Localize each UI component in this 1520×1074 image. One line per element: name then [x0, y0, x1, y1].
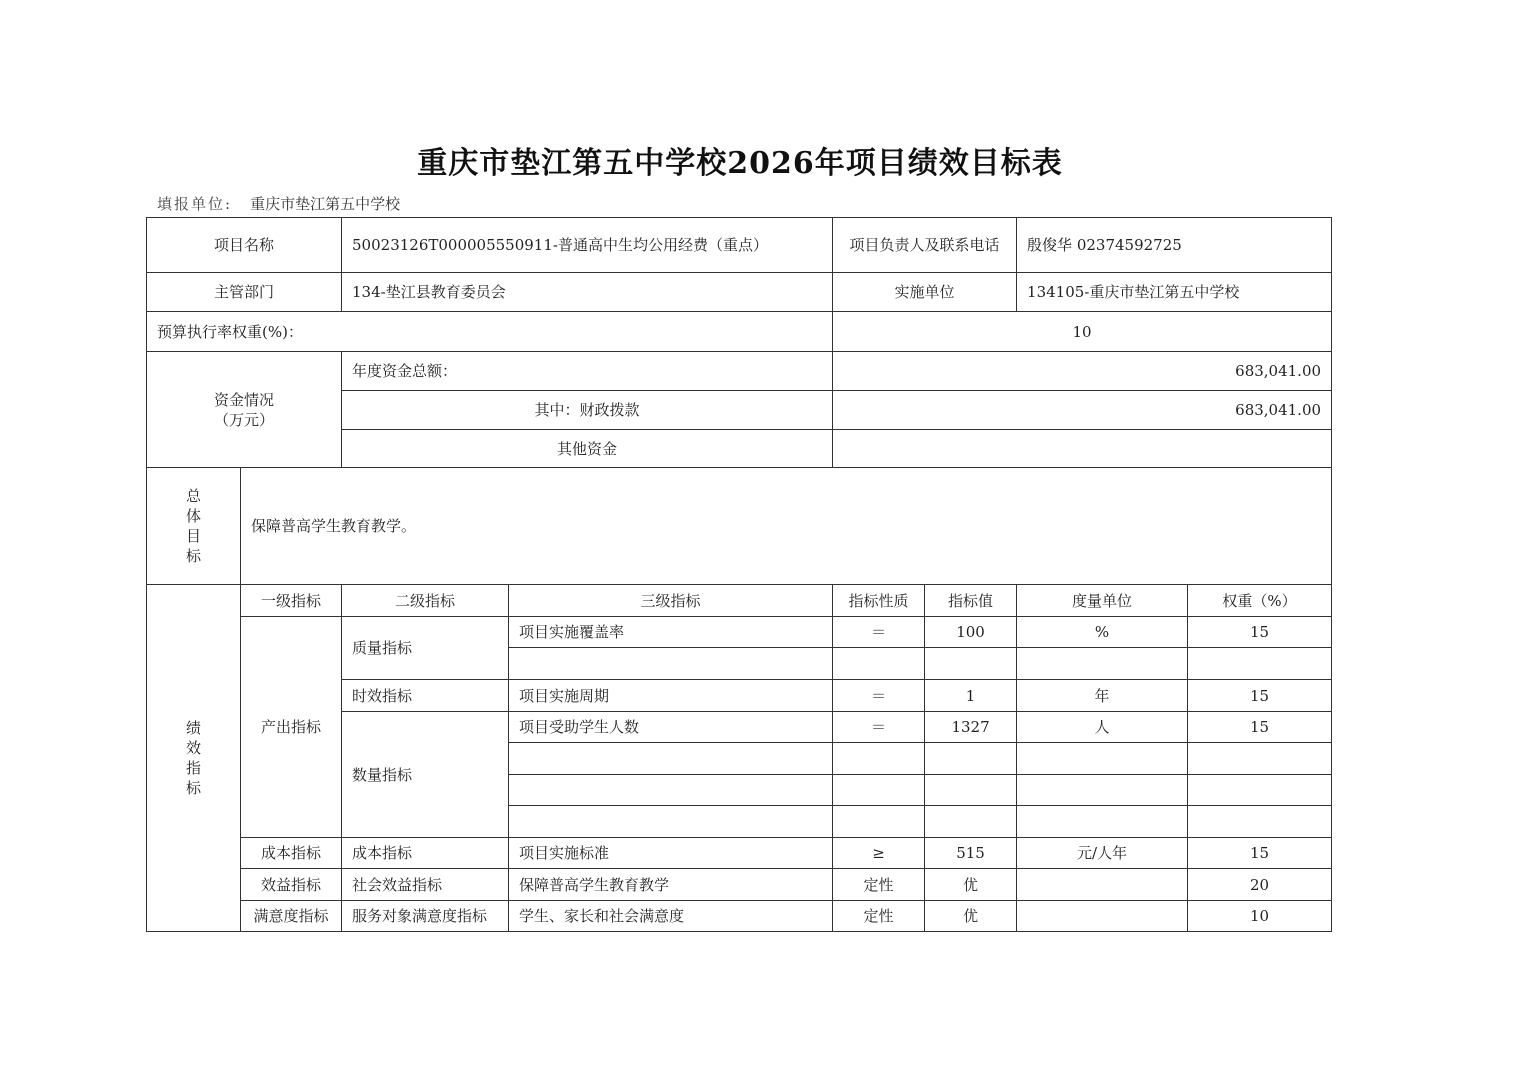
indicator-unit: %	[1017, 617, 1188, 648]
funds-label	[147, 352, 342, 468]
report-unit-label: 填报单位:	[157, 195, 233, 213]
dept-row	[147, 273, 1332, 312]
level2-service: 服务对象满意度指标	[342, 901, 509, 932]
indicator-weight: 15	[1188, 617, 1332, 648]
level1-cost: 成本指标	[241, 838, 342, 869]
overall-goal-text: 保障普高学生教育教学。	[241, 468, 1332, 585]
indicator-nature: 定性	[833, 869, 925, 901]
indicator-weight: 20	[1188, 869, 1332, 901]
indicator-unit: 年	[1017, 680, 1188, 712]
overall-goal-label	[147, 468, 241, 585]
funds-label-line2: （万元）	[214, 410, 275, 429]
indicator-unit	[1017, 869, 1188, 901]
impl-value: 134105-重庆市垫江第五中学校	[1017, 273, 1332, 312]
header-nature: 指标性质	[833, 585, 925, 617]
header-weight: 权重（%）	[1188, 585, 1332, 617]
indicator-value: 1327	[925, 712, 1017, 743]
indicator-weight: 10	[1188, 901, 1332, 932]
overall-goal-char: 目	[185, 527, 201, 545]
perf-char: 效	[185, 739, 201, 757]
project-name-label: 项目名称	[147, 218, 342, 273]
header-value: 指标值	[925, 585, 1017, 617]
indicator-name: 项目实施周期	[509, 680, 833, 712]
report-unit	[157, 193, 400, 214]
other-funds-value	[833, 430, 1332, 468]
level2-quality: 质量指标	[342, 617, 509, 680]
perf-char: 绩	[185, 719, 201, 737]
indicator-weight: 15	[1188, 838, 1332, 869]
indicator-name: 项目实施覆盖率	[509, 617, 833, 648]
overall-goal-char: 体	[185, 507, 201, 525]
indicator-name: 保障普高学生教育教学	[509, 869, 833, 901]
overall-goal-char: 总	[185, 487, 201, 505]
dept-value: 134-垫江县教育委员会	[342, 273, 833, 312]
report-unit-value: 重庆市垫江第五中学校	[250, 195, 401, 213]
table-row	[147, 617, 1332, 648]
budget-weight-value: 10	[833, 312, 1332, 352]
fiscal-label: 其中：财政拨款	[342, 391, 833, 430]
level1-satisfaction: 满意度指标	[241, 901, 342, 932]
indicator-nature: 定性	[833, 901, 925, 932]
level1-benefit: 效益指标	[241, 869, 342, 901]
indicator-value: 515	[925, 838, 1017, 869]
indicator-weight: 15	[1188, 712, 1332, 743]
annual-total-label: 年度资金总额：	[342, 352, 833, 391]
fiscal-value: 683,041.00	[833, 391, 1332, 430]
project-name-value: 50023126T000005550911-普通高中生均公用经费（重点）	[342, 218, 833, 273]
perf-char: 标	[185, 779, 201, 797]
header-level3: 三级指标	[509, 585, 833, 617]
impl-label: 实施单位	[833, 273, 1017, 312]
annual-total-row	[147, 352, 1332, 391]
overall-goal-row	[147, 468, 1332, 585]
indicator-name: 学生、家长和社会满意度	[509, 901, 833, 932]
indicator-unit	[1017, 901, 1188, 932]
indicator-name: 项目受助学生人数	[509, 712, 833, 743]
table-row	[147, 869, 1332, 901]
indicator-nature: ＝	[833, 712, 925, 743]
indicator-nature: ＝	[833, 680, 925, 712]
contact-label: 项目负责人及联系电话	[833, 218, 1017, 273]
indicator-unit: 元/人年	[1017, 838, 1188, 869]
page-title: 重庆市垫江第五中学校2026年项目绩效目标表	[417, 146, 1063, 181]
table-row	[147, 838, 1332, 869]
indicator-value: 100	[925, 617, 1017, 648]
overall-goal-char: 标	[185, 547, 201, 565]
header-unit: 度量单位	[1017, 585, 1188, 617]
budget-weight-row	[147, 312, 1332, 352]
table-row	[147, 901, 1332, 932]
other-funds-label: 其他资金	[342, 430, 833, 468]
level2-social: 社会效益指标	[342, 869, 509, 901]
funds-label-line1: 资金情况	[214, 390, 275, 409]
perf-label	[147, 585, 241, 932]
project-name-row	[147, 218, 1332, 273]
level2-cost: 成本指标	[342, 838, 509, 869]
indicator-value: 优	[925, 869, 1017, 901]
indicator-unit: 人	[1017, 712, 1188, 743]
indicator-value: 优	[925, 901, 1017, 932]
header-level2: 二级指标	[342, 585, 509, 617]
performance-table	[146, 217, 1332, 932]
contact-value: 殷俊华 02374592725	[1017, 218, 1332, 273]
budget-weight-label: 预算执行率权重(%)：	[147, 312, 833, 352]
level2-timeliness: 时效指标	[342, 680, 509, 712]
perf-char: 指	[185, 759, 201, 777]
indicator-nature: ＝	[833, 617, 925, 648]
dept-label: 主管部门	[147, 273, 342, 312]
indicator-name: 项目实施标准	[509, 838, 833, 869]
indicator-header-row	[147, 585, 1332, 617]
level2-quantity: 数量指标	[342, 712, 509, 838]
indicator-nature: ≥	[833, 838, 925, 869]
indicator-weight: 15	[1188, 680, 1332, 712]
level1-output: 产出指标	[241, 617, 342, 838]
indicator-value: 1	[925, 680, 1017, 712]
header-level1: 一级指标	[241, 585, 342, 617]
annual-total-value: 683,041.00	[833, 352, 1332, 391]
